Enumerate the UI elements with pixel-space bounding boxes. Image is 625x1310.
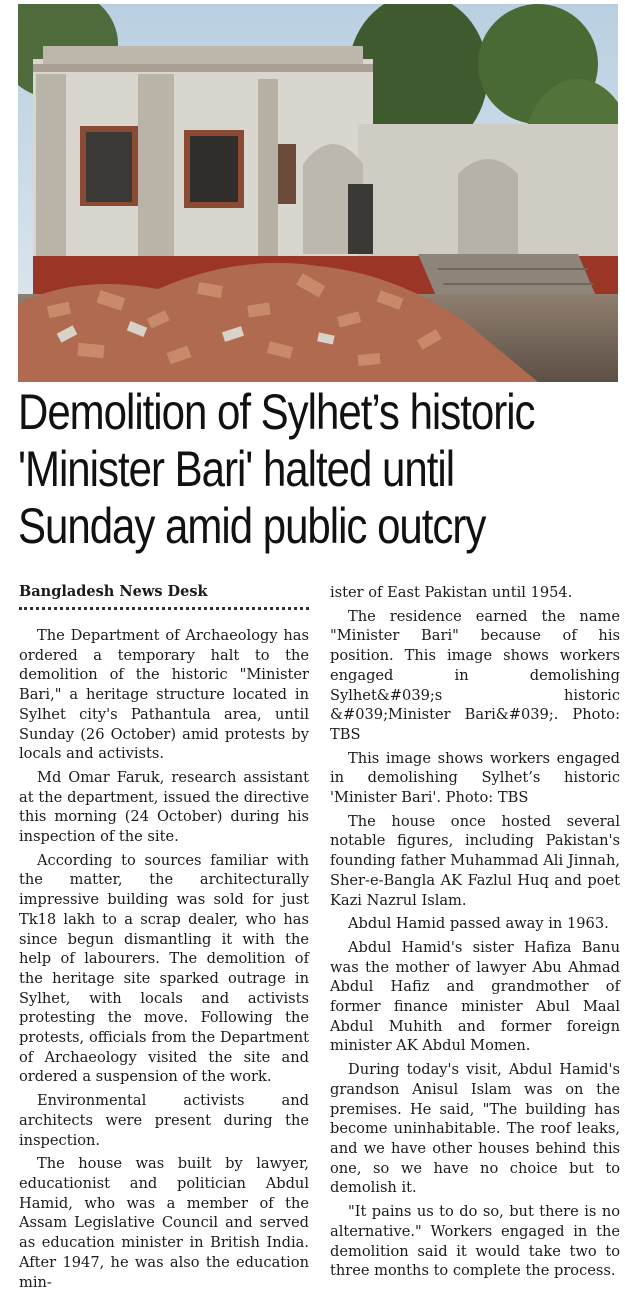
paragraph: The Department of Archaeology has ordered a temporary halt to the demolition of the historic "Minister Bari," a heritage structure located in Sylhet city's Pathantula area, until Sunday (26 October) amid protests by locals and activists. (19, 627, 309, 763)
paragraph: During today's visit, Abdul Hamid's grandson Anisul Islam was on the premises. He said, "The building has become uninhabitable. The roof leaks, and we have other houses behind this one, so we have no choice but to demolish it. (330, 1061, 620, 1197)
paragraph-continuation: ister of East Pakistan until 1954. (330, 584, 573, 601)
article-column-left (19, 582, 309, 1296)
paragraph: The residence earned the name "Minister Bari" because of his position. This image shows workers engaged in demolishing Sylhet&#039;s historic &#039;Minister Bari&#039;. Photo: TBS (330, 607, 620, 743)
paragraph: The house once hosted several notable figures, including Pakistan's founding father Muhammad Ali Jinnah, Sher-e-Bangla AK Fazlul Huq and poet Kazi Nazrul Islam. (330, 812, 620, 909)
paragraph: Md Omar Faruk, research assistant at the department, issued the directive this morning (24 October) during his inspection of the site. (19, 768, 309, 846)
headline (18, 384, 618, 555)
photo-caption: This image shows workers engaged in demolishing Sylhet’s historic 'Minister Bari'. Photo: TBS (330, 749, 620, 807)
byline-divider (19, 607, 309, 610)
paragraph: Abdul Hamid passed away in 1963. (348, 915, 609, 933)
demolition-site-illustration (18, 4, 618, 382)
paragraph: The house was built by lawyer, educationist and politician Abdul Hamid, who was a member of the Assam Legislative Council and served as education minister in British India. After 1947, he was also the education min- (19, 1155, 309, 1291)
paragraph: "It pains us to do so, but there is no alternative." Workers engaged in the demolition said it would take two to three months to complete the process. (330, 1203, 620, 1280)
byline: Bangladesh News Desk (19, 583, 208, 600)
article-column-right (330, 583, 620, 1285)
paragraph: According to sources familiar with the matter, the architecturally impressive building was sold for just Tk18 lakh to a scrap dealer, who has since begun dismantling it with the help of labourers. The demolition of the heritage site sparked outrage in Sylhet, with locals and activists protesting the move. Following the protests, officials from the Department of Archaeology visited the site and ordered a suspension of the work. (19, 851, 309, 1086)
paragraph: Environmental activists and architects were present during the inspection. (19, 1092, 309, 1149)
paragraph: Abdul Hamid's sister Hafiza Banu was the mother of lawyer Abu Ahmad Abdul Hafiz and grandmother of former finance minister Abul Maal Abdul Muhith and former foreign minister AK Abdul Momen. (330, 938, 620, 1055)
article-photo (18, 4, 618, 382)
headline-line-1: Demolition of Sylhet’s historic (18, 384, 535, 440)
headline-line-3: Sunday amid public outcry (18, 498, 486, 554)
headline-line-2: 'Minister Bari' halted until (18, 441, 455, 497)
